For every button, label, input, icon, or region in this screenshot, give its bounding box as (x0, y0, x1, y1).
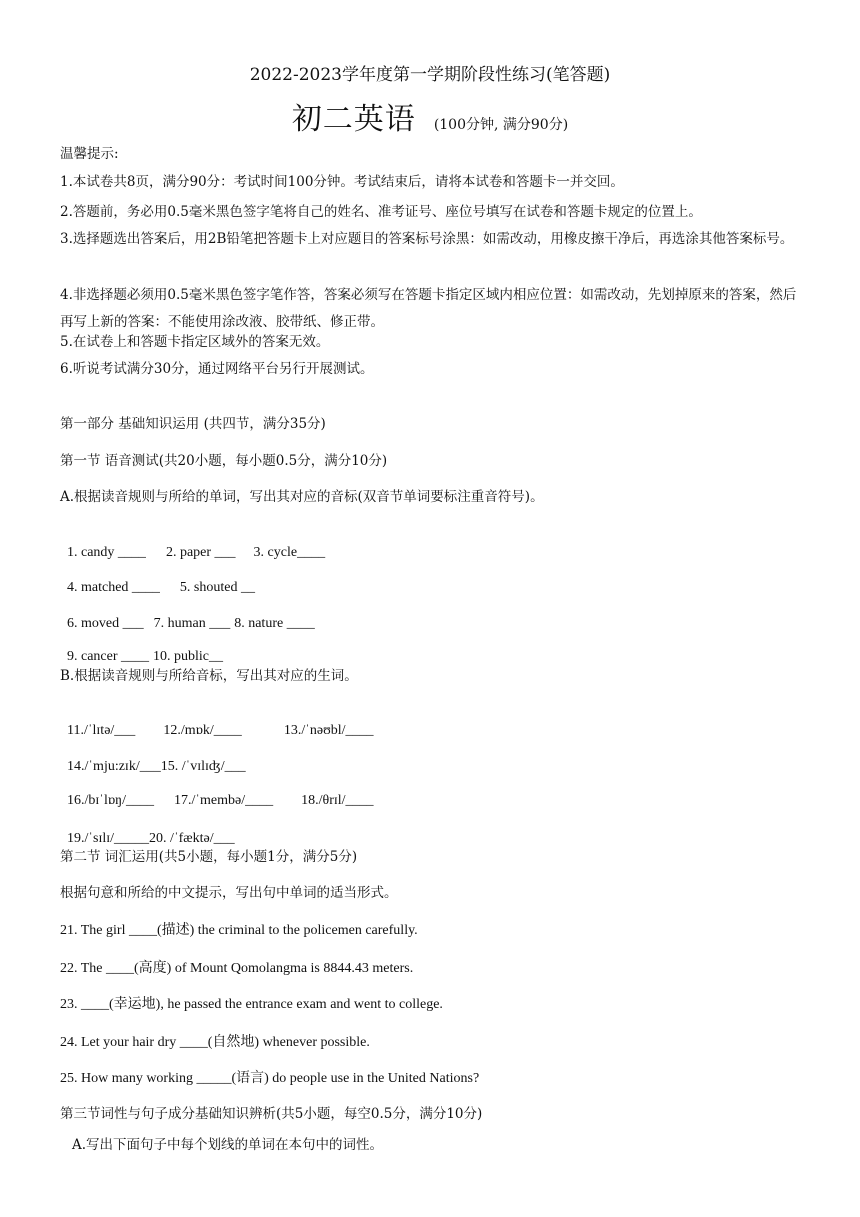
question-12: 12./mɒk/____ (163, 723, 242, 738)
question-row (60, 704, 820, 740)
question-22: 22. The ____(高度) of Mount Qomolangma is 8844.43 meters. (60, 961, 414, 976)
question-4: 4. matched ____ (67, 580, 160, 595)
subject-title: 初二英语 (291, 102, 416, 137)
section1-a-instruction: A.根据读音规则与所给的单词，写出其对应的音标(双音节单词要标注重音符号)。 (60, 489, 544, 505)
section1-title: 第一节 语音测试(共20小题，每小题0.5分，满分10分) (60, 453, 388, 469)
question-9: 9. cancer ____ (67, 649, 150, 664)
notice-item-6: 6.听说考试满分30分，通过网络平台另行开展测试。 (60, 361, 374, 377)
question-row (60, 812, 820, 848)
notice-item-2: 2.答题前，务必用0.5毫米黑色签字笔将自己的姓名、准考证号、座位号填写在试卷和答题卡规定的位置上。 (60, 204, 702, 220)
question-3: 3. cycle____ (253, 545, 326, 560)
notice-item-3: 3.选择题选出答案后，用2B铅笔把答题卡上对应题目的答案标号涂黑：如需改动，用橡皮擦干净后，再选涂其他答案标号。 (60, 231, 794, 247)
exam-title: 2022-2023学年度第一学期阶段性练习(笔答题) (249, 65, 611, 85)
subject-heading (0, 94, 860, 138)
section1-b-instruction: B.根据读音规则与所给音标，写出其对应的生词。 (60, 668, 358, 684)
notice-item-4: 4.非选择题必须用0.5毫米黑色签字笔作答，答案必须写在答题卡指定区域内相应位置：如需改动，先划掉原来的答案，然后再写上新的答案：不能使用涂改液、胶带纸、修正带。 (60, 287, 797, 330)
question-21: 21. The girl ____(描述) the criminal to the policemen carefully. (60, 923, 418, 938)
question-5: 5. shouted __ (179, 580, 255, 595)
notice-item-5: 5.在试卷上和答题卡指定区域外的答案无效。 (60, 334, 330, 350)
question-row (60, 597, 820, 633)
question-7: 7. human ___ (153, 616, 231, 631)
part1-title: 第一部分 基础知识运用 (共四节，满分35分) (60, 416, 326, 432)
question-row (60, 740, 820, 776)
question-19-20: 19./ˈsɪlɪ/_____20. /ˈfæktə/___ (67, 831, 235, 846)
question-1: 1. candy ____ (67, 545, 146, 560)
section2-instruction: 根据句意和所给的中文提示，写出句中单词的适当形式。 (60, 885, 398, 901)
question-16: 16./bɪˈlɒŋ/____ (67, 793, 154, 808)
subject-note: (100分钟, 满分90分) (433, 117, 569, 133)
section2-title: 第二节 词汇运用(共5小题，每小题1分，满分5分) (60, 849, 358, 865)
question-25: 25. How many working _____(语言) do people use in the United Nations? (60, 1071, 480, 1086)
section3-title: 第三节词性与句子成分基础知识辨析(共5小题，每空0.5分，满分10分) (60, 1106, 483, 1122)
question-23: 23. ____(幸运地), he passed the entrance exam and went to college. (60, 997, 443, 1012)
question-18: 18./θrɪl/____ (301, 793, 374, 808)
question-row (60, 774, 820, 810)
question-row (60, 526, 820, 562)
notice-item-1: 1.本试卷共8页，满分90分：考试时间100分钟。考试结束后，请将本试卷和答题卡一并交回。 (60, 174, 624, 190)
section3-a-instruction: A.写出下面句子中每个划线的单词在本句中的词性。 (72, 1137, 384, 1153)
question-2: 2. paper ___ (165, 545, 236, 560)
question-row (60, 561, 820, 597)
question-6: 6. moved ___ (67, 616, 144, 631)
question-14-15: 14./ˈmju:zɪk/___15. /ˈvɪlɪʤ/___ (67, 759, 246, 774)
question-11: 11./ˈlɪtə/___ (67, 723, 136, 738)
question-10: 10. public__ (153, 649, 224, 664)
question-13: 13./ˈnəʊbl/____ (283, 723, 374, 738)
question-row (60, 630, 820, 666)
question-17: 17./ˈmembə/____ (173, 793, 274, 808)
notice-heading: 温馨提示: (60, 146, 119, 162)
question-8: 8. nature ____ (234, 616, 315, 631)
question-24: 24. Let your hair dry ____(自然地) whenever possible. (60, 1035, 370, 1050)
